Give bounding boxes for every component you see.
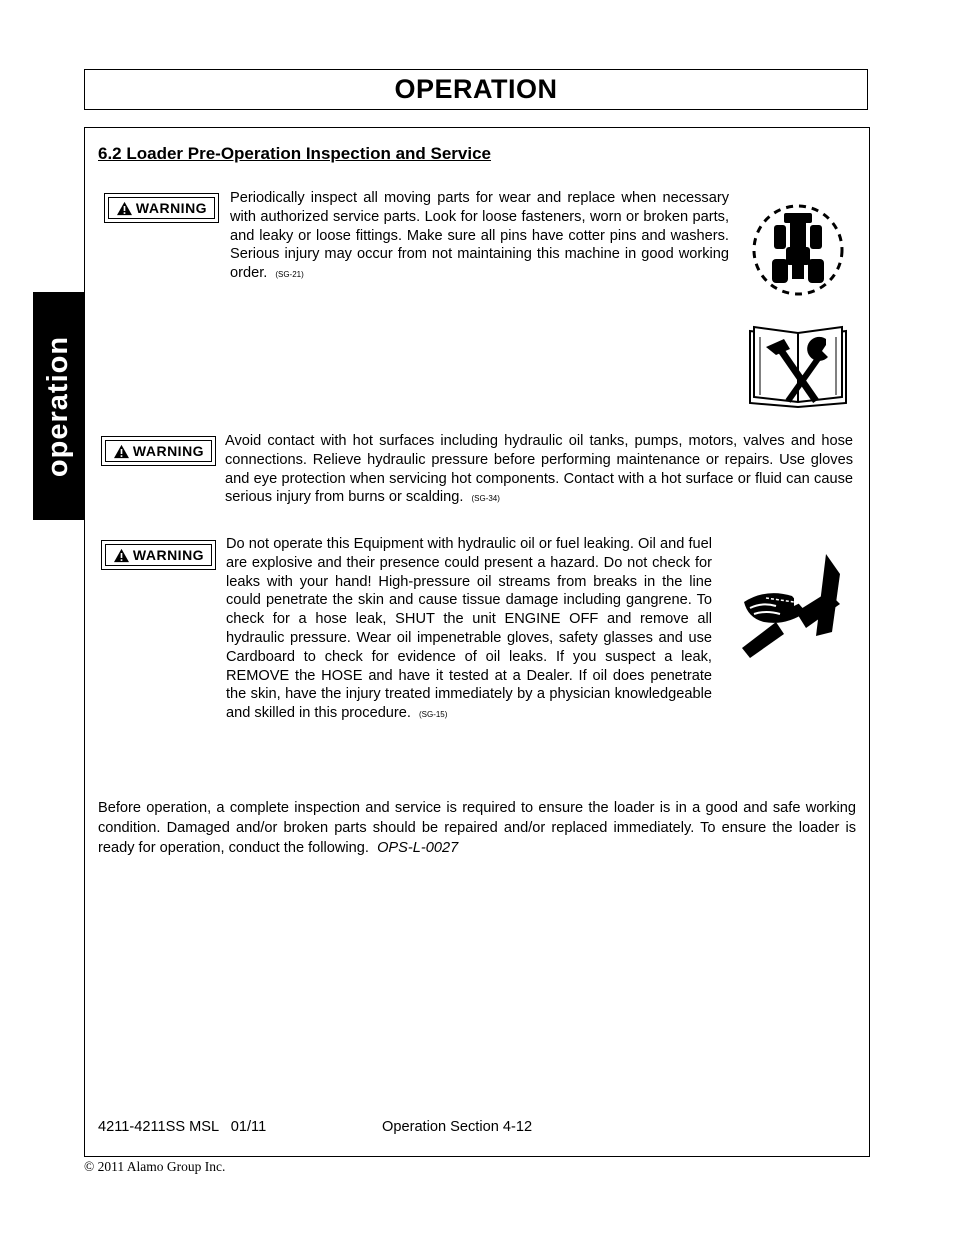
page-title: OPERATION [394, 74, 558, 104]
warning-text-body: Periodically inspect all moving parts for wear and replace when necessary with authorized service parts. Look for loose fasteners, worn or broken parts, and leaky or loose fittings. Make sure all pins have cotter pins and washers. Serious injury may occur from not maintaining this machine in good working order. [230, 190, 729, 282]
warning-text [225, 432, 853, 509]
body-paragraph [98, 798, 856, 858]
warning-triangle-icon [113, 548, 130, 563]
warning-text [230, 189, 729, 285]
warning-text-body: Avoid contact with hot surfaces including hydraulic oil tanks, pumps, motors, valves and hose connections. Relieve hydraulic pressure before performing maintenance or repairs. Use gloves and eye protection when servicing hot components. Contact with a hot surface or fluid can cause serious injury from burns or scalding. [225, 433, 853, 506]
body-code: OPS-L-0027 [377, 840, 459, 856]
hydraulic-leak-hand-icon [736, 552, 842, 660]
warning-label: WARNING [132, 547, 205, 563]
warning-badge [104, 193, 219, 223]
side-tab-label: operation [42, 335, 75, 477]
warning-label: WARNING [135, 200, 208, 216]
warning-badge [101, 540, 216, 570]
manual-tools-icon [746, 317, 850, 409]
warning-label: WARNING [132, 443, 205, 459]
warning-code: (SG-21) [275, 270, 304, 280]
side-section-tab [33, 292, 85, 520]
section-heading: 6.2 Loader Pre-Operation Inspection and Service [98, 144, 492, 163]
warning-text [226, 535, 712, 725]
warning-code: (SG-34) [471, 494, 500, 504]
body-text: Before operation, a complete inspection and service is required to ensure the loader is in a good and safe working condition. Damaged and/or broken parts should be repaired and/or replaced immediately. To ensure the loader is ready for operation, conduct the following. [98, 800, 856, 856]
warning-code: (SG-15) [418, 710, 448, 720]
footer-model: 4211-4211SS MSL 01/11 [98, 1119, 267, 1135]
warning-triangle-icon [116, 201, 133, 216]
warning-triangle-icon [113, 444, 130, 459]
copyright: © 2011 Alamo Group Inc. [84, 1159, 226, 1174]
footer-section: Operation Section 4-12 [382, 1119, 533, 1135]
page-header [84, 69, 868, 110]
tractor-inspection-icon [746, 199, 850, 301]
warning-text-body: Do not operate this Equipment with hydraulic oil or fuel leaking. Oil and fuel are explosive and their presence could present a hazard. Do not check for leaks with your hand! High-pressure oil streams from breaks in the line could penetrate the skin and cause tissue damage including gangrene. To check for a hose leak, SHUT the unit ENGINE OFF and remove all hydraulic pressure. Wear oil impenetrable gloves, safety glasses and use Cardboard to check for evidence of oil leaks. If you suspect a leak, REMOVE the HOSE and have it tested at a Dealer. If oil does penetrate the skin, have the injury treated immediately by a physician knowledgeable and skilled in this procedure. [226, 536, 712, 722]
warning-badge [101, 436, 216, 466]
